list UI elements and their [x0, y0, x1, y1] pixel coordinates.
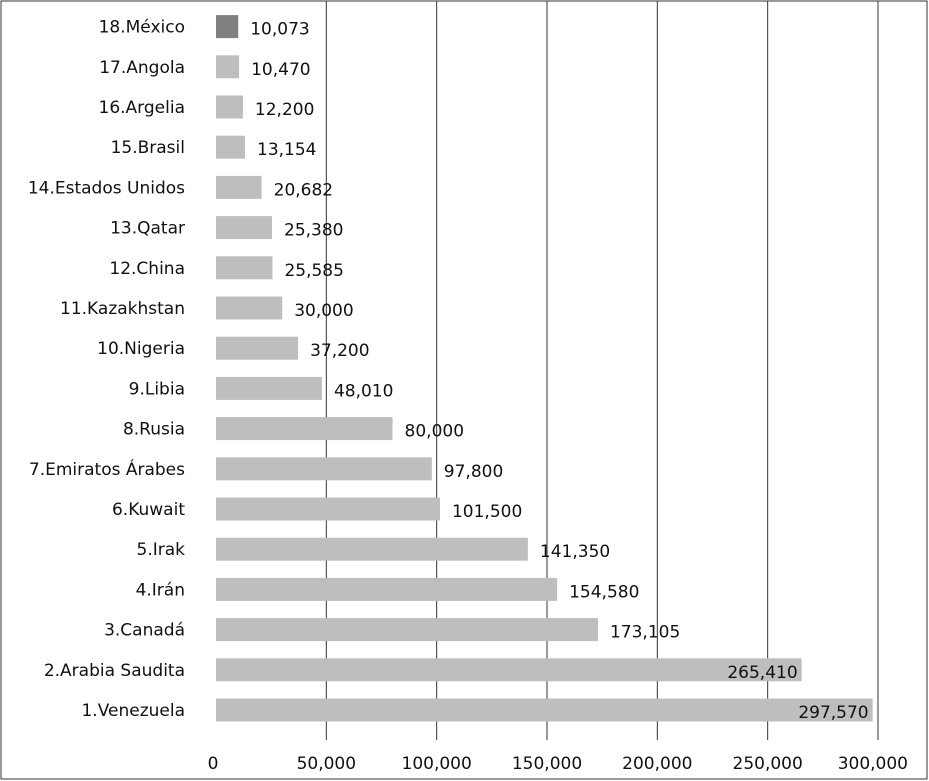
category-label: 1.Venezuela: [81, 701, 185, 721]
category-label: 9.Libia: [128, 379, 185, 400]
bar: [216, 377, 322, 400]
category-label: 10.Nigeria: [97, 339, 185, 360]
value-label: 173,105: [609, 622, 681, 643]
value-label: 141,350: [539, 542, 611, 563]
bar: [216, 176, 262, 199]
value-label: 10,470: [251, 59, 311, 80]
x-tick-label: 100,000: [401, 754, 472, 774]
category-label: 4.Irán: [135, 580, 185, 601]
bar: [216, 297, 282, 320]
category-label: 15.Brasil: [110, 138, 185, 159]
bar: [216, 337, 298, 360]
bar: [216, 618, 598, 641]
value-label: 80,000: [404, 421, 465, 442]
bar: [216, 457, 432, 480]
x-tick-label: 50,000: [296, 754, 357, 774]
bar: [216, 498, 440, 521]
category-label: 17.Angola: [99, 57, 185, 78]
category-label: 18.México: [98, 17, 185, 38]
value-label: 101,500: [451, 502, 523, 522]
category-label: 14.Estados Unidos: [27, 178, 185, 199]
category-label: 7.Emiratos Árabes: [28, 459, 185, 480]
value-label: 20,682: [273, 180, 334, 201]
value-label: 25,380: [284, 220, 344, 241]
x-tick-label: 0: [207, 754, 219, 774]
bar: [216, 96, 243, 119]
bar: [216, 578, 557, 601]
x-tick-label: 300,000: [837, 754, 908, 774]
category-label: 5.Irak: [136, 540, 185, 561]
category-label: 12.China: [109, 258, 185, 279]
bar: [216, 417, 393, 440]
bar: [216, 15, 238, 38]
bar: [216, 538, 528, 561]
value-label: 25,585: [284, 260, 344, 281]
value-label: 12,200: [254, 100, 315, 120]
value-label: 297,570: [798, 703, 869, 723]
bar: [216, 216, 272, 239]
bar: [216, 136, 245, 159]
category-label: 8.Rusia: [122, 419, 185, 440]
value-label: 154,580: [569, 582, 640, 603]
value-label: 37,200: [310, 341, 370, 362]
value-label: 13,154: [257, 140, 317, 161]
bar: [216, 658, 802, 681]
x-tick-label: 200,000: [622, 754, 693, 774]
value-label: 48,010: [333, 381, 394, 402]
x-tick-label: 150,000: [511, 754, 583, 774]
category-label: 11.Kazakhstan: [60, 299, 185, 319]
bar: [216, 699, 873, 722]
bar: [216, 55, 239, 78]
value-label: 265,410: [727, 662, 798, 683]
category-label: 13.Qatar: [110, 218, 185, 239]
x-tick-label: 250,000: [732, 754, 803, 774]
value-label: 10,073: [250, 19, 310, 40]
category-label: 6.Kuwait: [111, 500, 185, 520]
category-label: 16.Argelia: [98, 98, 185, 118]
category-label: 3.Canadá: [104, 620, 185, 641]
bar: [216, 256, 272, 279]
category-label: 2.Arabia Saudita: [43, 660, 185, 681]
value-label: 30,000: [294, 301, 354, 321]
value-label: 97,800: [443, 461, 504, 482]
